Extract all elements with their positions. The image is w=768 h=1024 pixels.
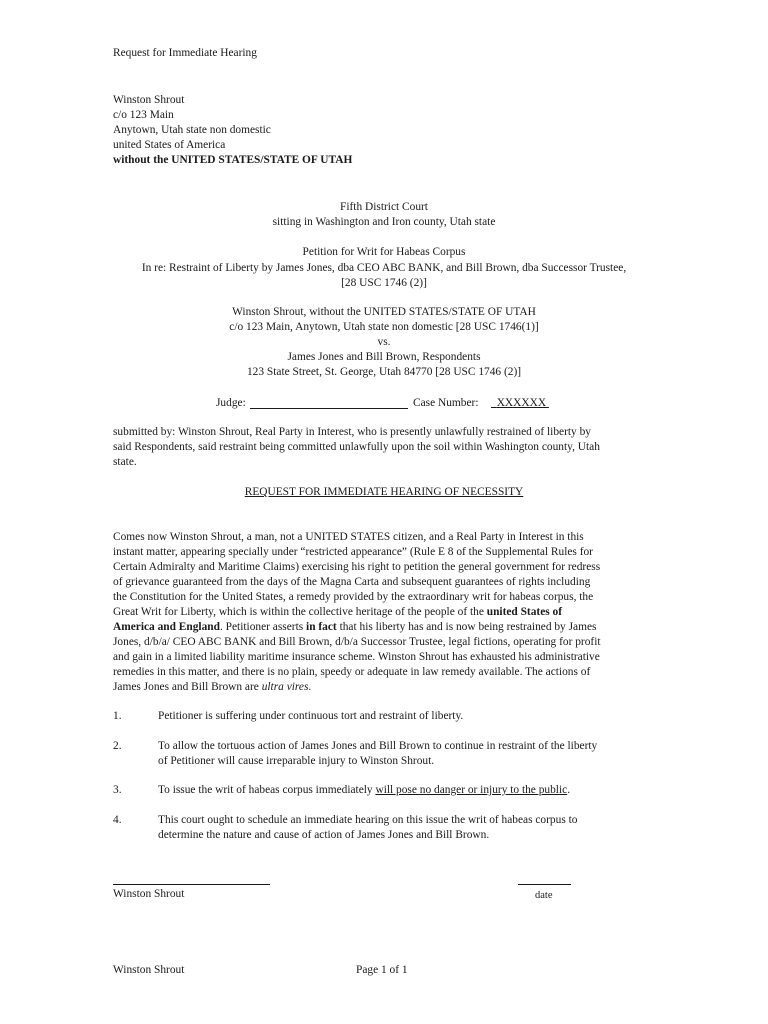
document-header-title: Request for Immediate Hearing <box>113 47 257 59</box>
item-number: 1. <box>113 710 122 722</box>
footer-author: Winston Shrout <box>113 964 185 976</box>
petitioner-address: c/o 123 Main, Anytown, Utah state non domestic [28 USC 1746(1)] <box>229 321 539 333</box>
judge-label: Judge: <box>216 397 246 409</box>
date-line <box>518 884 571 885</box>
signature-name: Winston Shrout <box>113 888 185 900</box>
court-name: Fifth District Court <box>340 201 428 213</box>
item-number: 2. <box>113 740 122 752</box>
section-heading: REQUEST FOR IMMEDIATE HEARING OF NECESSITY <box>244 486 524 498</box>
court-sitting: sitting in Washington and Iron county, Utah state <box>272 216 496 228</box>
respondents-address: 123 State Street, St. George, Utah 84770 [28 USC 1746 (2)] <box>246 366 522 378</box>
case-number-label: Case Number: <box>413 397 479 409</box>
sender-jurisdiction-line: without the UNITED STATES/STATE OF UTAH <box>113 154 353 166</box>
sender-address-line: Anytown, Utah state non domestic <box>113 124 271 136</box>
judge-blank-line <box>250 408 408 409</box>
versus-label: vs. <box>377 336 391 348</box>
sender-address-line: c/o 123 Main <box>113 109 174 121</box>
petition-inre-citation: [28 USC 1746 (2)] <box>341 277 427 289</box>
item-number: 4. <box>113 814 122 826</box>
respondents-line: James Jones and Bill Brown, Respondents <box>287 351 481 363</box>
petition-inre-line: In re: Restraint of Liberty by James Jones, dba CEO ABC BANK, and Bill Brown, dba Successor Trustee, <box>141 262 627 274</box>
date-label: date <box>535 890 553 901</box>
footer-page-number: Page 1 of 1 <box>356 964 408 976</box>
case-number-value: XXXXXX <box>496 397 547 409</box>
signature-line <box>113 884 270 885</box>
sender-address-line: united States of America <box>113 139 226 151</box>
petition-title: Petition for Writ for Habeas Corpus <box>302 246 466 258</box>
item-text: Petitioner is suffering under continuous tort and restraint of liberty. <box>158 710 464 722</box>
body-paragraph: Comes now Winston Shrout, a man, not a UNITED STATES citizen, and a Real Party in Interest in this instant matter, appearing specially under “restricted appearance” (Rule E 8 of the Supplemental Rules for Certain Admiralty and Maritime Claims) exercising his right to petition the general government for redress of grievance guaranteed from the days of the Magna Carta and subsequent guarantees of rights including the Constitution for the United States, a remedy provided by the extraordinary writ for habeas corpus, the Great Writ for Liberty, which is within the collective heritage of the people of the united States of America and England. Petitioner asserts in fact that his liberty has and is now being restrained by James Jones, d/b/a/ CEO ABC BANK and Bill Brown, d/b/a Successor Trustee, legal fictions, operating for profit and gain in a limited liability maritime insurance scheme. Winston Shrout has exhausted his administrative remedies in this matter, and there is no plain, speedy or adequate in law remedy available. The actions of James Jones and Bill Brown are ultra vires. <box>113 531 601 693</box>
item-number: 3. <box>113 784 122 796</box>
sender-name: Winston Shrout <box>113 94 185 106</box>
petitioner-line: Winston Shrout, without the UNITED STATES/STATE OF UTAH <box>232 306 536 318</box>
item-text: This court ought to schedule an immediate hearing on this issue the writ of habeas corpus to determine the nature and cause of action of James Jones and Bill Brown. <box>158 814 578 841</box>
item-text: To allow the tortuous action of James Jones and Bill Brown to continue in restraint of the liberty of Petitioner will cause irreparable injury to Winston Shrout. <box>158 740 598 767</box>
item-text: To issue the writ of habeas corpus immediately will pose no danger or injury to the public. <box>158 784 571 796</box>
submitted-by-paragraph: submitted by: Winston Shrout, Real Party in Interest, who is presently unlawfully restrained of liberty by said Respondents, said restraint being committed unlawfully upon the soil within Washington county, Utah state. <box>113 426 600 468</box>
